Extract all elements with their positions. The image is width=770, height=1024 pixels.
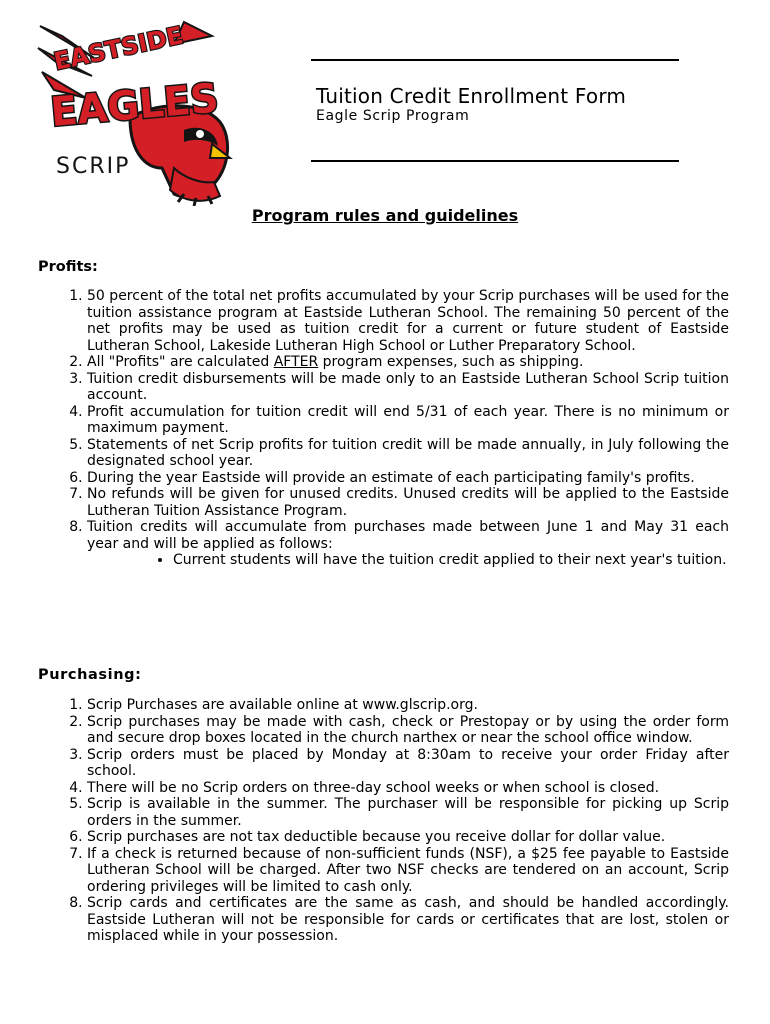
page-heading: Program rules and guidelines: [251, 206, 519, 225]
item-text: Tuition credits will accumulate from purchases made between June 1 and May 31 each year and will be applied as follows:: [87, 519, 729, 552]
list-item: 1. Scrip Purchases are available online at www.glscrip.org.: [87, 697, 729, 714]
sub-list: [87, 552, 729, 569]
item-text: program expenses, such as shipping.: [318, 354, 584, 370]
form-title: Tuition Credit Enrollment Form: [316, 84, 627, 108]
profits-list: [38, 288, 729, 569]
list-item: 3. Tuition credit disbursements will be made only to an Eastside Lutheran School Scrip tuition account.: [87, 371, 729, 404]
item-emphasis: AFTER: [273, 354, 319, 370]
item-text: All "Profits" are calculated: [87, 354, 274, 370]
list-item: 7. No refunds will be given for unused credits. Unused credits will be applied to the Eastside Lutheran Tuition Assistance Program.: [87, 486, 729, 519]
list-item: 3. Scrip orders must be placed by Monday at 8:30am to receive your order Friday after school.: [87, 747, 729, 780]
list-item: 6. Scrip purchases are not tax deductible because you receive dollar for dollar value.: [87, 829, 729, 846]
profits-heading: Profits:: [38, 259, 98, 275]
list-item: 1. 50 percent of the total net profits accumulated by your Scrip purchases will be used for the tuition assistance program at Eastside Lutheran School. The remaining 50 percent of the net profits may be used as tuition credit for a current or future student of Eastside Lutheran School, Lakeside Lutheran High School or Luther Preparatory School.: [87, 288, 729, 354]
list-item: 5. Statements of net Scrip profits for tuition credit will be made annually, in July following the designated school year.: [87, 437, 729, 470]
header-top-rule: [311, 59, 679, 61]
list-item: [87, 519, 729, 569]
list-item: 5. Scrip is available in the summer. The purchaser will be responsible for picking up Scrip orders in the summer.: [87, 796, 729, 829]
eastside-eagles-scrip-logo: [34, 18, 244, 206]
list-item: 2. Scrip purchases may be made with cash, check or Prestopay or by using the order form and secure drop boxes located in the church narthex or near the school office window.: [87, 714, 729, 747]
list-item: 6. During the year Eastside will provide an estimate of each participating family's profits.: [87, 470, 729, 487]
purchasing-list: [38, 697, 729, 945]
logo-line2: EAGLES: [48, 75, 225, 136]
form-subtitle: Eagle Scrip Program: [316, 108, 470, 124]
list-item: [87, 354, 729, 371]
list-item: 7. If a check is returned because of non-sufficient funds (NSF), a $25 fee payable to Eastside Lutheran School will be charged. After two NSF checks are tendered on an account, Scrip ordering privileges will be limited to cash only.: [87, 846, 729, 896]
list-item: 4. There will be no Scrip orders on three-day school weeks or when school is closed.: [87, 780, 729, 797]
logo-line3: SCRIP: [56, 154, 131, 179]
purchasing-heading: Purchasing:: [38, 667, 142, 683]
list-item: 4. Profit accumulation for tuition credit will end 5/31 of each year. There is no minimum or maximum payment.: [87, 404, 729, 437]
logo-line1: EASTSIDE: [51, 21, 186, 76]
list-item: 8. Scrip cards and certificates are the same as cash, and should be handled accordingly. Eastside Lutheran will not be responsible for cards or certificates that are lost, stolen or misplaced while in your possession.: [87, 895, 729, 945]
eagle-mascot-icon: [34, 18, 244, 206]
sub-list-item: • Current students will have the tuition credit applied to their next year's tuition.: [173, 552, 729, 569]
header-bottom-rule: [311, 160, 679, 162]
